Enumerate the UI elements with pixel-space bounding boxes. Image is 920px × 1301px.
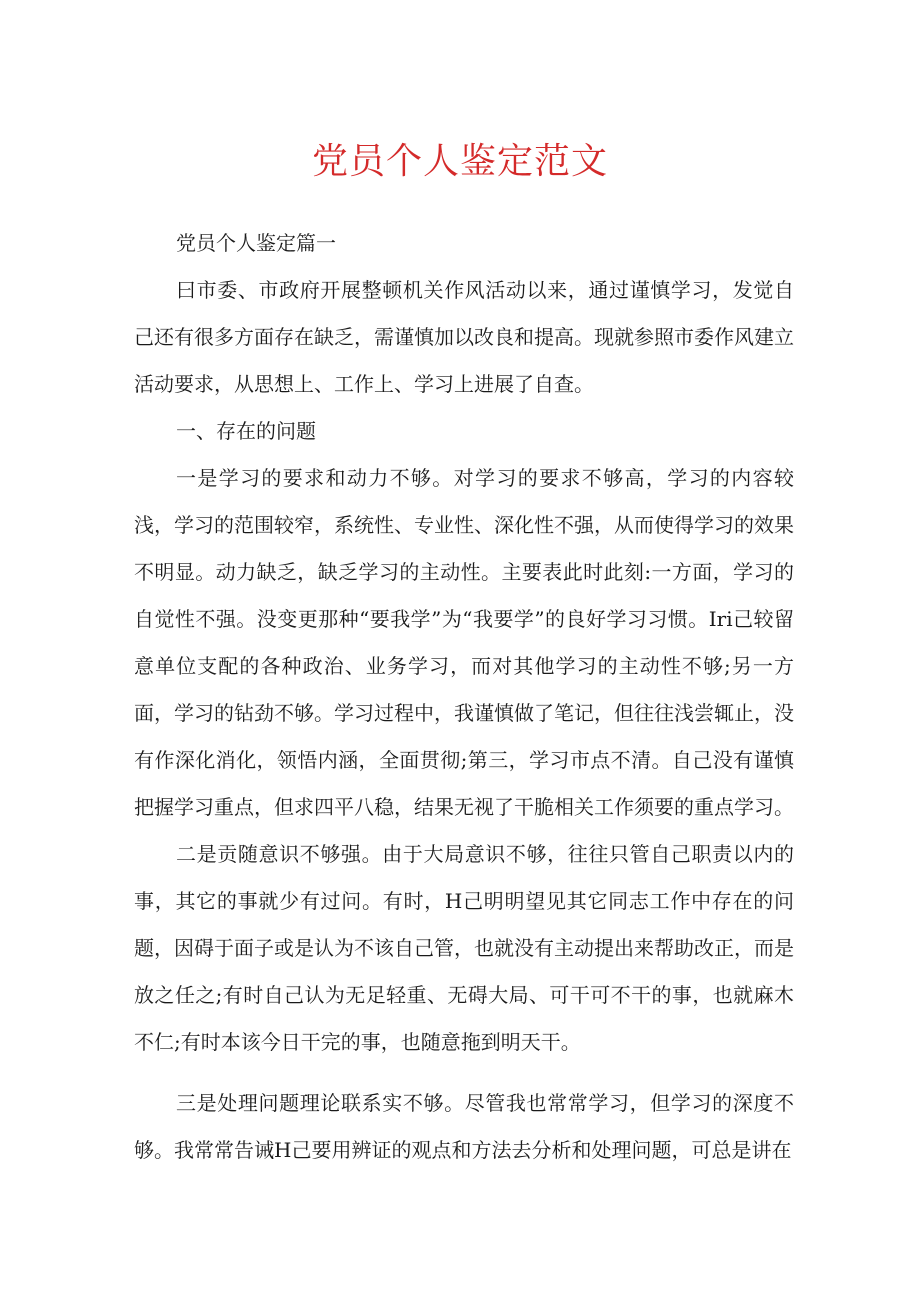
section-heading: 党员个人鉴定篇一 bbox=[176, 231, 336, 255]
paragraph-problems-heading: 一、存在的问题 bbox=[176, 419, 316, 443]
paragraph-responsibility: 二是贡随意识不够强。由于大局意识不够，往往只管自己职责以内的事，其它的事就少有过问。有时，H己明明望见其它同志工作中存在的问题，因碍于面子或是认为不该自己管，也就没有主动提出来帮助改正，而是放之任之;有时自己认为无足轻重、无碍大局、可干可不干的事，也就麻木不仁;有时本该今日干完的事，也随意拖到明天干。 bbox=[134, 842, 794, 1054]
paragraph-theory-practice: 三是处理问题理论联系实不够。尽管我也常常学习，但学习的深度不够。我常常告诫H己要用辨证的观点和方法去分析和处理问题，可总是讲在 bbox=[134, 1091, 794, 1162]
document-title: 党员个人鉴定范文 bbox=[311, 141, 608, 182]
document-body bbox=[134, 220, 794, 1174]
paragraph-learning: 一是学习的要求和动力不够。对学习的要求不够高，学习的内容较浅，学习的范围较窄，系统性、专业性、深化性不强，从而使得学习的效果不明显。动力缺乏，缺乏学习的主动性。主要表此时此刻:一方面，学习的自觉性不强。没变更那种“要我学”为“我要学”的良好学习习惯。Iri己较留意单位支配的各种政治、业务学习，而对其他学习的主动性不够;另一方面，学习的钻劲不够。学习过程中，我谨慎做了笔记，但往往浅尝辄止，没有作深化消化，领悟内涵，全面贯彻;第三，学习市点不清。自己没有谨慎把握学习重点，但求四平八稳，结果无视了干脆相关工作须要的重点学习。 bbox=[134, 466, 794, 819]
paragraph-intro: 曰市委、市政府开展整顿机关作风活动以来，通过谨慎学习，发觉自己还有很多方面存在缺乏，需谨慎加以改良和提高。现就参照市委作风建立活动要求，从思想上、工作上、学习上进展了自查。 bbox=[134, 278, 794, 396]
